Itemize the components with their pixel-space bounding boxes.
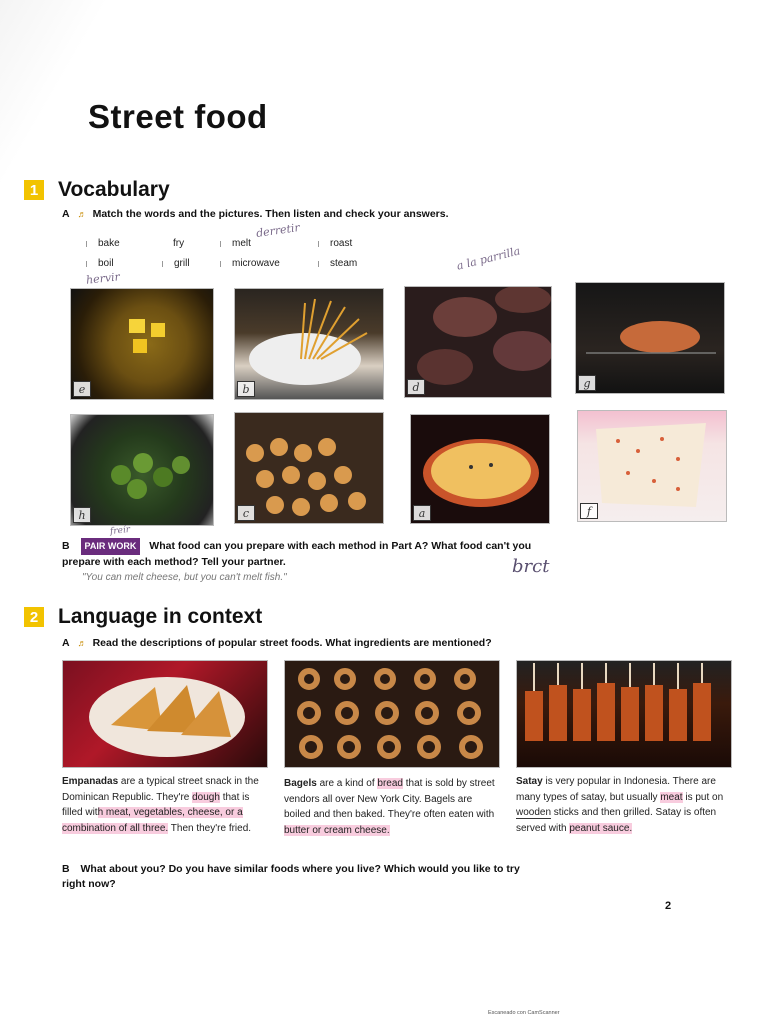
section-number-badge: 2 [24,607,44,627]
photo-boiling-pot [70,288,214,400]
handwritten-note: derretir [255,221,301,240]
word-bank [86,236,386,270]
photo-oven-roast [575,282,725,394]
butter-cubes-drawing [71,289,213,399]
broccoli-drawing [71,415,213,525]
photo-fried-donuts [234,412,384,524]
page-title: Street food [88,98,268,135]
word-item: grill [162,258,190,269]
answer-tag: d [407,379,425,395]
word-item: boil [86,258,114,269]
photo-satay [516,660,732,768]
example-sentence: "You can melt cheese, but you can't melt fish." [82,572,287,583]
photo-microwave-pizza [577,410,727,522]
pair-work-badge: PAIR WORK [81,538,141,555]
section-title: Language in context [58,605,263,628]
photo-grill-patties [404,286,552,398]
roast-chicken-drawing [576,283,724,393]
word-item: roast [318,238,352,249]
word-item: bake [86,238,120,249]
answer-tag: g [578,375,596,391]
answer-tag: e [73,381,91,397]
answer-tag: f [580,503,598,519]
photo-steamed-broccoli [70,414,214,526]
handwritten-note: freír [109,524,131,538]
language-part-b-instruction [62,862,542,892]
word-item: fry [173,238,185,249]
section-title: Vocabulary [58,178,170,201]
part-letter: B [62,863,70,875]
section-vocabulary-header [24,178,170,202]
answer-tag: h [73,507,91,523]
photo-empanadas [62,660,268,768]
photo-baked-pie [410,414,550,524]
vocab-part-b-instruction [62,538,562,570]
pizza-drawing [578,411,726,521]
photo-bagels [284,660,500,768]
word-item: microwave [220,258,280,269]
part-letter: A [62,637,70,649]
answer-tag: c [237,505,255,521]
satay-drawing [517,661,731,767]
handwritten-note: a la parrilla [455,244,522,273]
part-letter: A [62,208,70,220]
pie-drawing [411,415,549,523]
headphones-icon: ♬ [77,637,87,648]
handwritten-note: hervir [85,270,121,287]
instruction-text: Read the descriptions of popular street foods. What ingredients are mentioned? [92,637,492,649]
answer-tag: a [413,505,431,521]
instruction-text: What about you? Do you have similar foods where you live? Which would you like to try right now? [62,863,520,890]
empanadas-drawing [63,661,267,767]
donut-fryer-drawing [235,413,383,523]
answer-tag: b [237,381,255,397]
section-number-badge: 1 [24,180,44,200]
page-number: 2 [665,900,672,912]
vocab-part-a-instruction [62,208,449,220]
part-letter: B [62,540,70,552]
scanner-watermark: Escaneado con CamScanner [488,1010,560,1016]
section-language-header [24,605,262,629]
word-item: steam [318,258,357,269]
language-part-a-instruction [62,637,492,649]
spaghetti-drawing [235,289,383,399]
handwritten-note: brct [512,556,550,577]
instruction-text: Match the words and the pictures. Then listen and check your answers. [92,208,449,220]
burger-patties-drawing [405,287,551,397]
empanadas-description: Empanadas are a typical street snack in the Dominican Republic. They're dough that is filled with meat, vegetables, cheese, or a combination of all three. Then they're fried. [62,776,259,834]
bagels-description: Bagels are a kind of bread that is sold by street vendors all over New York City. Bagels are boiled and then baked. They're often eaten with butter or cream cheese. [284,778,495,836]
bagels-drawing [285,661,499,767]
headphones-icon: ♬ [77,208,87,219]
word-item: melt [220,238,251,249]
instruction-text: What food can you prepare with each method in Part A? What food can't you prepare with each method? Tell your partner. [62,540,532,568]
satay-description: Satay is very popular in Indonesia. There are many types of satay, but usually meat is put on wooden sticks and then grilled. Satay is often served with peanut sauce. [516,776,724,834]
photo-pasta-pot [234,288,384,400]
